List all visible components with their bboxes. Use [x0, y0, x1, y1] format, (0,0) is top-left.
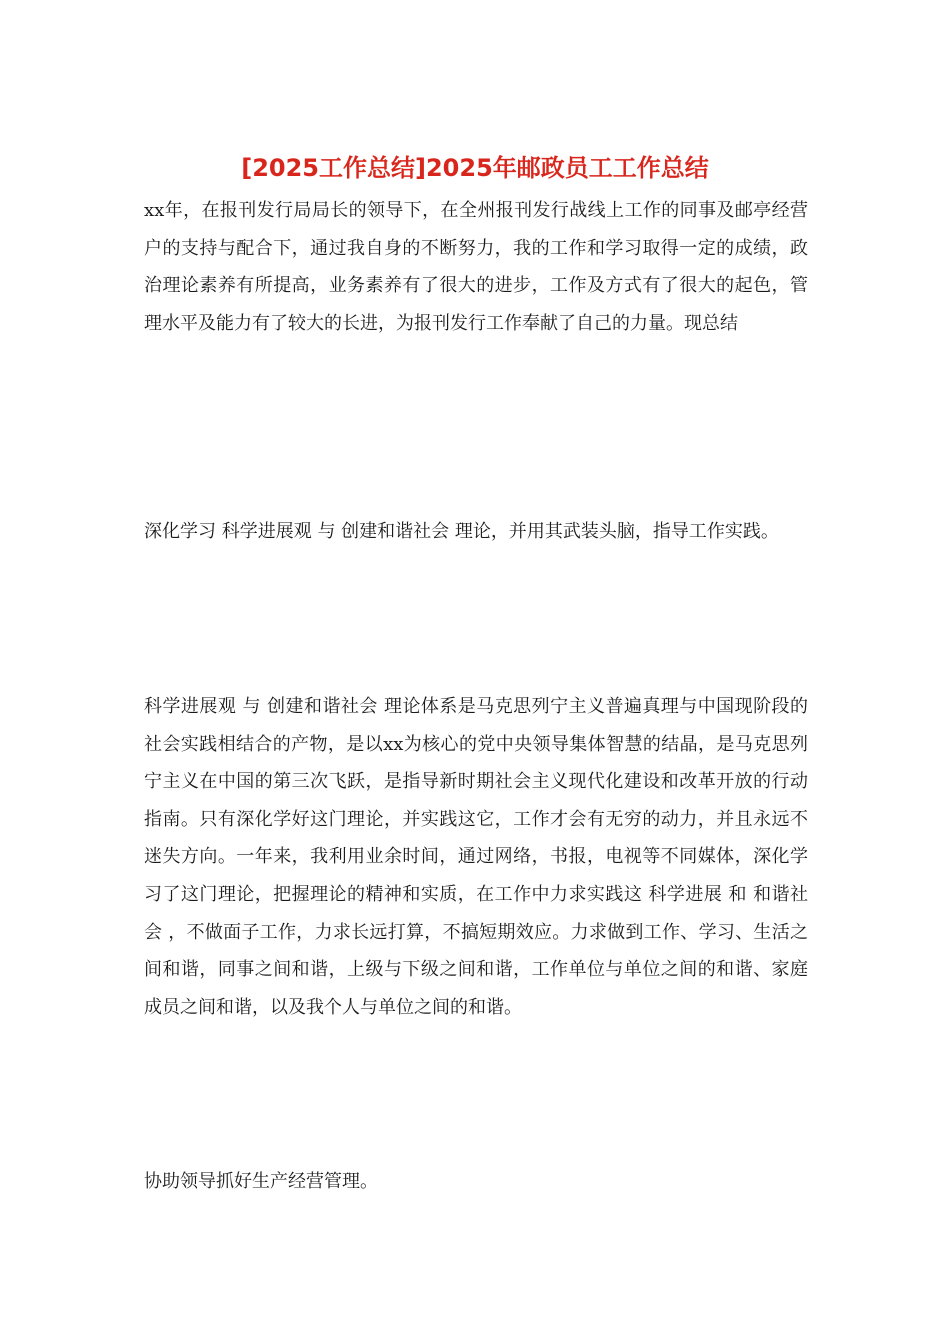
- paragraph-section-study: 深化学习 科学进展观 与 创建和谐社会 理论，并用其武装头脑，指导工作实践。: [144, 521, 779, 542]
- paragraph-section-management: 协助领导抓好生产经营管理。: [144, 1171, 378, 1192]
- paragraph-theory-body: 科学进展观 与 创建和谐社会 理论体系是马克思列宁主义普遍真理与中国现阶段的社会实践相结合的产物，是以xx为核心的党中央领导集体智慧的结晶，是马克思列宁主义在中国的第三次飞跃，是指导新时期社会主义现代化建设和改革开放的行动指南。只有深化学好这门理论，并实践这它，工作才会有无穷的动力，并且永远不迷失方向。一年来，我利用业余时间，通过网络，书报，电视等不同媒体，深化学习了这门理论，把握理论的精神和实质，在工作中力求实践这 科学进展 和 和谐社会 ，不做面子工作，力求长远打算，不搞短期效应。力求做到工作、学习、生活之间和谐，同事之间和谐，上级与下级之间和谐，工作单位与单位之间的和谐、家庭成员之间和谐，以及我个人与单位之间的和谐。: [144, 696, 808, 1018]
- paragraph-intro: xx年，在报刊发行局局长的领导下，在全州报刊发行战线上工作的同事及邮亭经营户的支持与配合下，通过我自身的不断努力，我的工作和学习取得一定的成绩，政治理论素养有所提高，业务素养有了很大的进步，工作及方式有了很大的起色，管理水平及能力有了较大的长进，为报刊发行工作奉献了自己的力量。现总结: [144, 200, 808, 334]
- document-title: [2025工作总结]2025年邮政员工工作总结: [241, 154, 709, 182]
